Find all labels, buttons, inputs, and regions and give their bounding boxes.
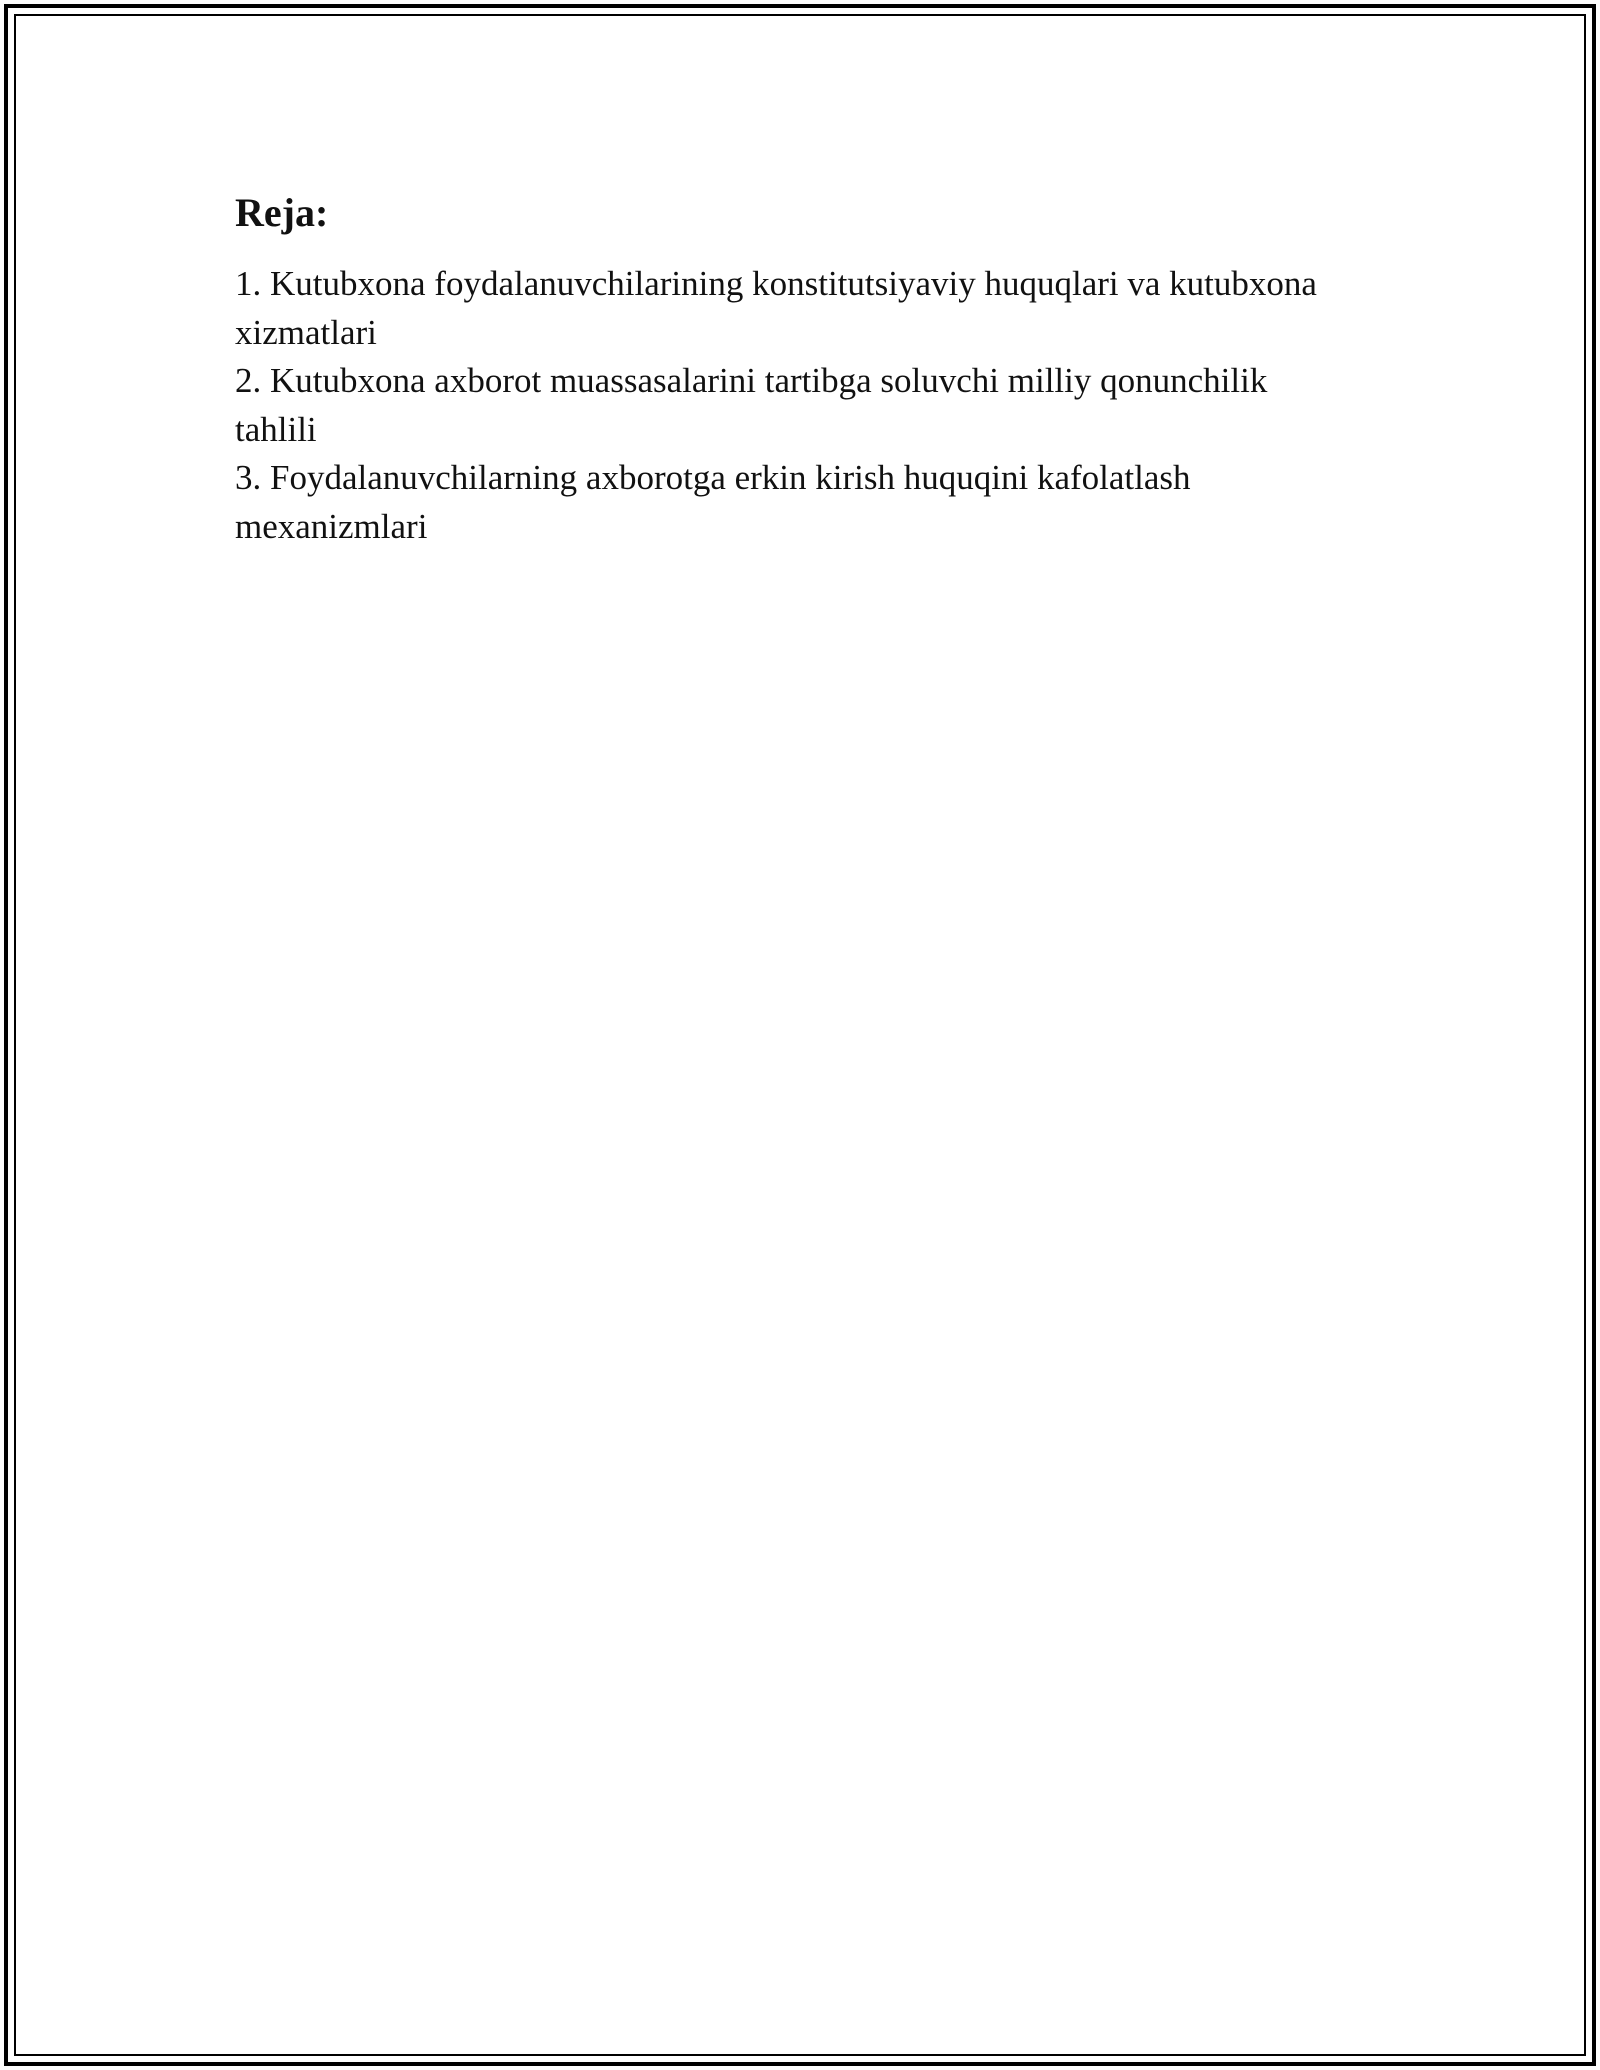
plan-item-3: 3. Foydalanuvchilarning axborotga erkin kirish huquqini kafolatlash mexanizmlari bbox=[235, 458, 1191, 546]
document-content bbox=[235, 186, 1355, 551]
plan-heading: Reja: bbox=[235, 190, 329, 235]
plan-item-1: 1. Kutubxona foydalanuvchilarining konstitutsiyaviy huquqlari va kutubxona xizmatlari bbox=[235, 264, 1317, 352]
plan-item-2: 2. Kutubxona axborot muassasalarini tartibga soluvchi milliy qonunchilik tahlili bbox=[235, 361, 1268, 449]
plan-list bbox=[235, 260, 1355, 551]
